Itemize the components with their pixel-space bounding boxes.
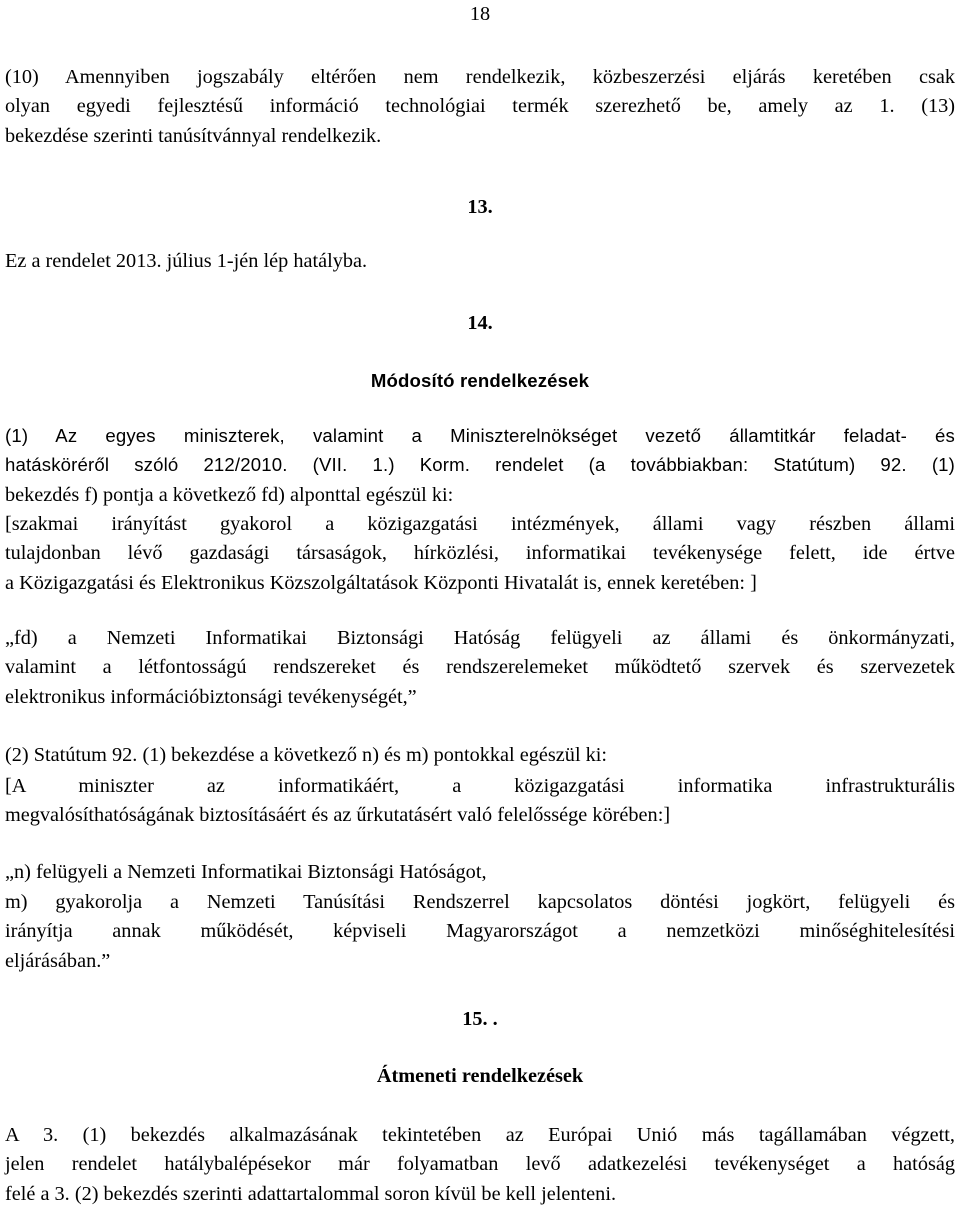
section-15-line-1: A 3. (1) bekezdés alkalmazásának tekintetében az Európai Unió más tagállamában végzett,	[5, 1124, 955, 1146]
section-14-p2-intro: (2) Statútum 92. (1) bekezdése a következő n) és m) pontokkal egészül ki:	[5, 744, 608, 766]
section-15-heading: 15. .	[462, 1008, 498, 1030]
section-13-text: Ez a rendelet 2013. július 1-jén lép hatályba.	[5, 250, 368, 272]
paragraph-10-line-2: olyan egyedi fejlesztésű információ technológiai termék szerezhető be, amely az 1. (13)	[5, 95, 955, 118]
section-14-bracket	[5, 510, 955, 598]
section-14-fd	[5, 624, 955, 712]
section-14-p2-bracket-line-2: megvalósíthatóságának biztosításáért és az űrkutatásért való felelőssége körében:]	[5, 804, 671, 827]
paragraph-10	[5, 63, 955, 151]
section-14-fd-line-2: valamint a létfontosságú rendszereket és rendszerelemeket működtető szervek és szervezetek	[5, 656, 955, 679]
section-14-m-line-2: irányítja annak működését, képviseli Magyarországot a nemzetközi minőséghitelesítési	[5, 920, 955, 943]
section-14-fd-line-3: elektronikus információbiztonsági tevékenységét,”	[5, 685, 417, 708]
section-14-m-line-1: m) gyakorolja a Nemzeti Tanúsítási Rendszerrel kapcsolatos döntési jogkört, felügyeli és	[5, 891, 955, 913]
section-14-intro	[5, 421, 955, 480]
section-14-intro-cont: bekezdés f) pontja a következő fd) alponttal egészül ki:	[5, 484, 454, 506]
section-14-m-line-3: eljárásában.”	[5, 949, 111, 972]
section-14-bracket-line-2: tulajdonban lévő gazdasági társaságok, hírközlési, informatikai tevékenysége felett, ide értve	[5, 542, 955, 565]
section-14-intro-line-1: (1) Az egyes miniszterek, valamint a Miniszterelnökséget vezető államtitkár feladat- és	[5, 425, 955, 446]
section-14-bracket-line-3: a Közigazgatási és Elektronikus Közszolgáltatások Központi Hivatalát is, ennek keretében: ]	[5, 571, 757, 594]
section-14-m	[5, 888, 955, 976]
section-14-p2-bracket	[5, 772, 955, 831]
page-number: 18	[469, 3, 491, 25]
section-14-bracket-line-1: [szakmai irányítást gyakorol a közigazgatási intézmények, állami vagy részben állami	[5, 513, 955, 535]
section-14-title: Módosító rendelkezések	[370, 370, 590, 391]
section-14-heading: 14.	[467, 312, 493, 334]
section-15-line-3: felé a 3. (2) bekezdés szerinti adattartalommal soron kívül be kell jelenteni.	[5, 1182, 617, 1205]
section-14-fd-line-1: „fd) a Nemzeti Informatikai Biztonsági Hatóság felügyeli az állami és önkormányzati,	[5, 627, 955, 649]
section-14-p2-bracket-line-1: [A miniszter az informatikáért, a közigazgatási informatika infrastrukturális	[5, 775, 955, 797]
section-14-n-line: „n) felügyeli a Nemzeti Informatikai Biztonsági Hatóságot,	[5, 861, 487, 883]
section-15-line-2: jelen rendelet hatálybalépésekor már folyamatban levő adatkezelési tevékenységet a hatóság	[5, 1153, 955, 1176]
section-13-heading: 13.	[467, 196, 493, 218]
section-15-title: Átmeneti rendelkezések	[376, 1065, 584, 1087]
section-15-text	[5, 1121, 955, 1209]
paragraph-10-line-1: (10) Amennyiben jogszabály eltérően nem rendelkezik, közbeszerzési eljárás keretében csak	[5, 66, 955, 88]
paragraph-10-line-3: bekezdése szerinti tanúsítvánnyal rendelkezik.	[5, 124, 382, 147]
section-14-intro-line-2: hatásköréről szóló 212/2010. (VII. 1.) Korm. rendelet (a továbbiakban: Statútum) 92. (1)	[5, 454, 955, 476]
